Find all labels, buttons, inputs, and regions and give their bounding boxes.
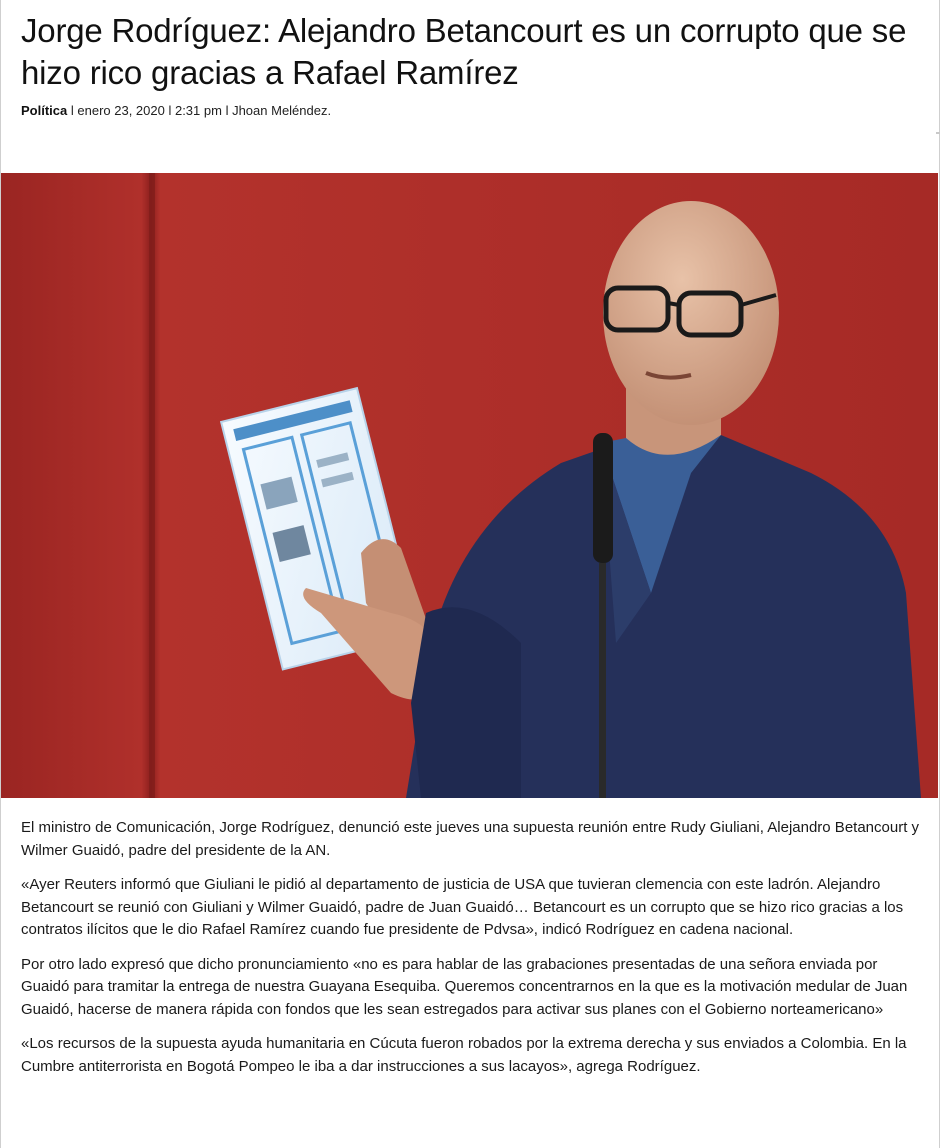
article-body (21, 817, 921, 1090)
article-date: enero 23, 2020 (77, 103, 165, 118)
article-paragraph: «Los recursos de la supuesta ayuda humanitaria en Cúcuta fueron robados por la extrema derecha y sus enviados a Colombia. En la Cumbre antiterrorista en Bogotá Pompeo le iba a dar instrucciones a sus lacayos», agrega Rodríguez. (21, 1035, 907, 1075)
article-time: 2:31 pm (174, 103, 222, 118)
article-paragraph: El ministro de Comunicación, Jorge Rodríguez, denunció este jueves una supuesta reunión entre Rudy Giuliani, Alejandro Betancourt y Wilmer Guaidó, padre del presidente de la AN. (21, 819, 920, 859)
scrollbar-tick (936, 132, 940, 134)
meta-separator: l (67, 103, 78, 118)
article-paragraph: Por otro lado expresó que dicho pronunciamiento «no es para hablar de las grabaciones presentadas de una señora enviada por Guaidó para tramitar la entrega de nuestra Guayana Esequiba. Queremos concentrarnos en la que es la motivación medular de Juan Guaidó, hacerse de manera rápida con fondos que les sean estregados para activar sus planes con el Gobierno norteamericano» (21, 955, 908, 1018)
meta-separator: l (221, 103, 233, 118)
article-image (1, 173, 938, 798)
article-title: Jorge Rodríguez: Alejandro Betancourt es un corrupto que se hizo rico gracias a Rafael Ramírez (21, 12, 907, 91)
article-meta (21, 103, 331, 118)
photo-of-speaker-holding-document-icon (1, 173, 938, 798)
article-paragraph: «Ayer Reuters informó que Giuliani le pidió al departamento de justicia de USA que tuvieran clemencia con este ladrón. Alejandro Betancourt se reunió con Giuliani y Wilmer Guaidó, padre de Juan Guaidó… Betancourt es un corrupto que se hizo rico gracias a los contratos ilícitos que le dio Rafael Ramírez cuando fue presidente de Pdvsa», indicó Rodríguez en cadena nacional. (21, 876, 904, 938)
meta-separator: l (164, 103, 175, 118)
category-link[interactable]: Política (21, 103, 68, 118)
author-link[interactable]: Jhoan Meléndez. (232, 103, 332, 118)
